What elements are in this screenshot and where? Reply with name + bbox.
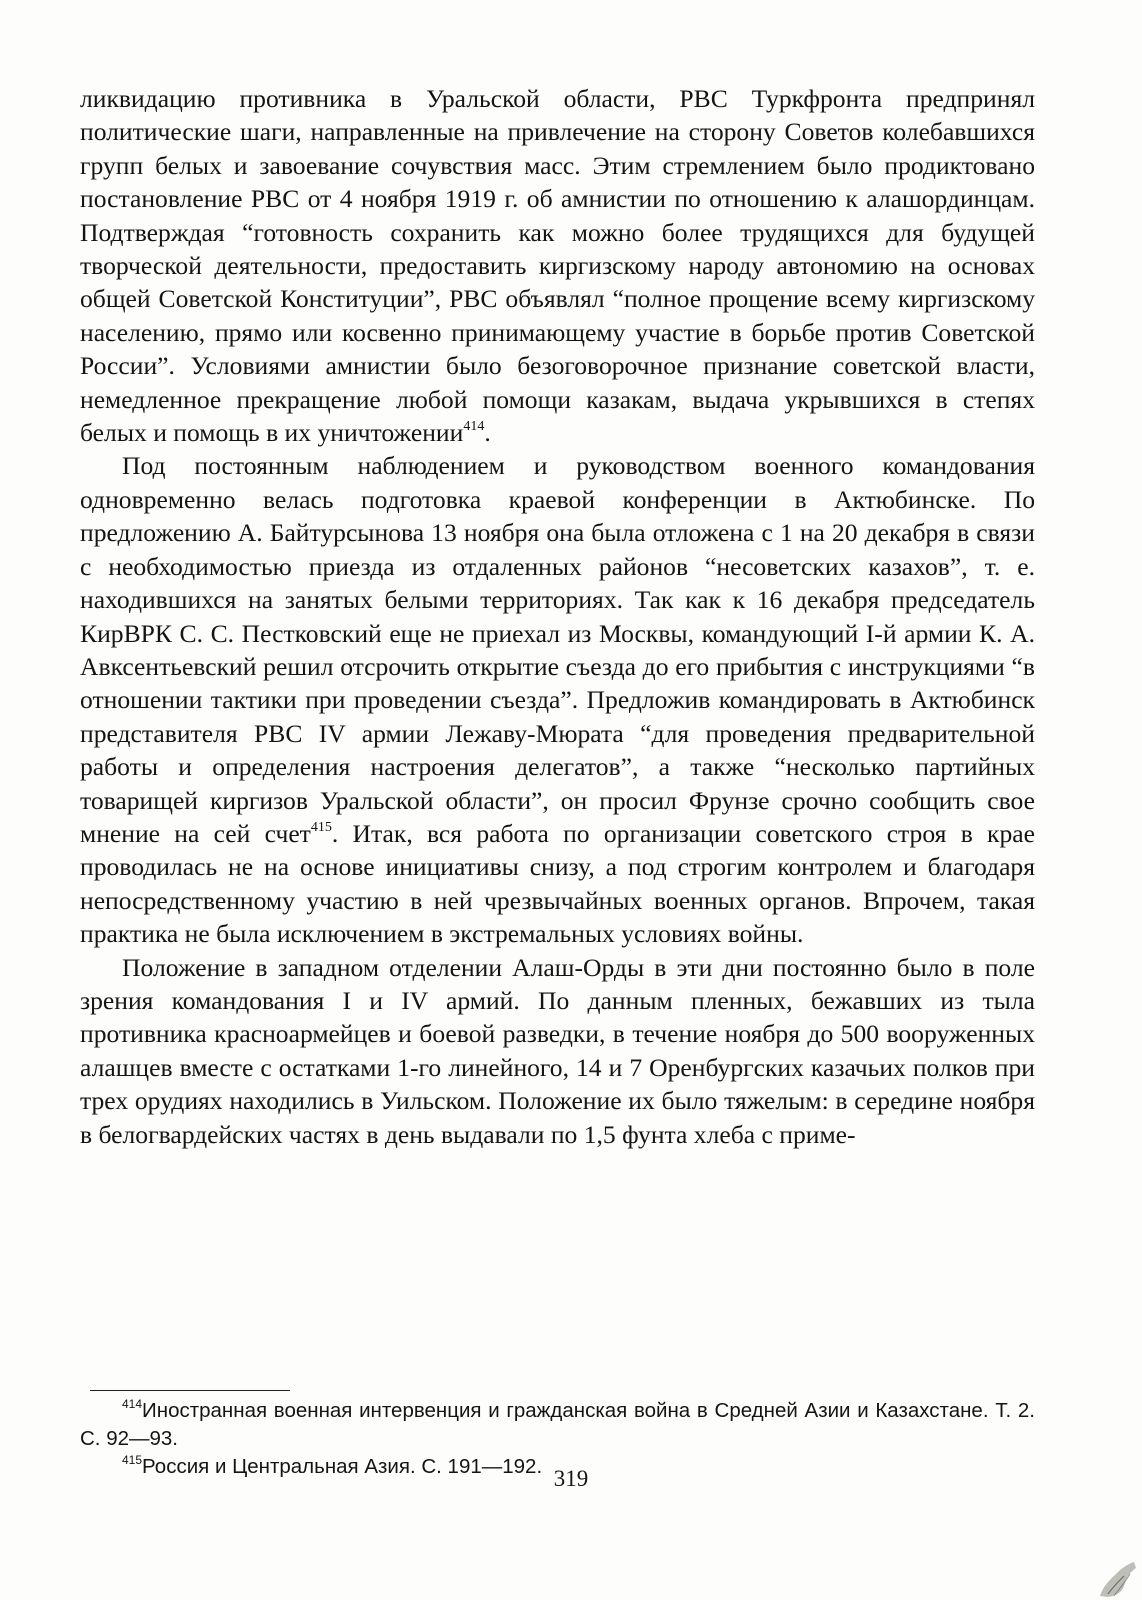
paragraph-text: ликвидацию противника в Уральской области, РВС Туркфронта предпринял политические шаги, направленные на привлечение на сторону Советов колебавшихся групп белых и завоевание сочувствия масс. Этим стремлением было продиктовано постановление РВС от 4 ноября 1919 г. об амнистии по отношению к алашординцам. Подтверждая “готовность сохранить как можно более трудящихся для будущей творческой деятельности, предоставить киргизскому народу автономию на основах общей Советской Конституции”, РВС объявлял “полное прощение всему киргизскому населению, прямо или косвенно принимающему участие в борьбе против Советской России”. Условиями амнистии было безоговорочное признание советской власти, немедленное прекращение любой помощи казакам, выдача укрывшихся в степях белых и помощь в их уничтожении [80, 84, 1035, 448]
main-text [80, 82, 1035, 1151]
footnote-ref[interactable]: 414 [463, 419, 485, 435]
scan-smudge [1094, 1558, 1138, 1598]
footnote-ref[interactable]: 415 [310, 819, 332, 835]
paragraph-text: . Итак, вся работа по организации советского строя в крае проводилась не на основе инициативы снизу, а под строгим контролем и благодаря непосредственному участию в ней чрезвычайных военных органов. Впрочем, такая практика не была исключением в экстремальных условиях войны. [80, 818, 1035, 949]
footnote-text: Россия и Центральная Азия. С. 191—192. [142, 1455, 543, 1478]
paragraph [80, 82, 1035, 449]
paragraph [80, 449, 1035, 950]
footnote-divider [90, 1390, 290, 1391]
paragraph-text: Под постоянным наблюдением и руководством военного командования одновременно велась подготовка краевой конференции в Актюбинске. По предложению А. Байтурсынова 13 ноября она была отложена с 1 на 20 декабря в связи с необходимостью приезда из отдаленных районов “несоветских казахов”, т. е. находившихся на занятых белыми территориях. Так как к 16 декабря председатель КирВРК С. С. Пестковский еще не приехал из Москвы, командующий I-й армии К. А. Авксентьевский решил отсрочить открытие съезда до его прибытия с инструкциями “в отношении тактики при проведении съезда”. Предложив командировать в Актюбинск представителя РВС IV армии Лежаву-Мюрата “для проведения предварительной работы и определения настроения делегатов”, а также “несколько партийных товарищей киргизов Уральской области”, он просил Фрунзе срочно сообщить свое мнение на сей счет [80, 451, 1035, 848]
footnote-number: 414 [122, 1397, 143, 1411]
footnote [80, 1397, 1035, 1453]
paragraph-text: Положение в западном отделении Алаш-Орды в эти дни постоянно было в поле зрения командования I и IV армий. По данным пленных, бежавших из тыла противника красноармейцев и боевой разведки, в течение ноября до 500 вооруженных алашцев вместе с остатками 1-го линейного, 14 и 7 Оренбургских казачьих полков при трех орудиях находились в Уильском. Положение их было тяжелым: в середине ноября в белогвардейских частях в день выдавали по 1,5 фунта хлеба с приме- [80, 952, 1035, 1149]
paragraph [80, 951, 1035, 1151]
footnote-number: 415 [122, 1453, 143, 1467]
footnote-text: Иностранная военная интервенция и гражданская война в Средней Азии и Казахстане. Т. 2. С. 92—93. [80, 1399, 1035, 1450]
page-number: 319 [553, 1466, 589, 1491]
paragraph-text: . [484, 418, 491, 448]
